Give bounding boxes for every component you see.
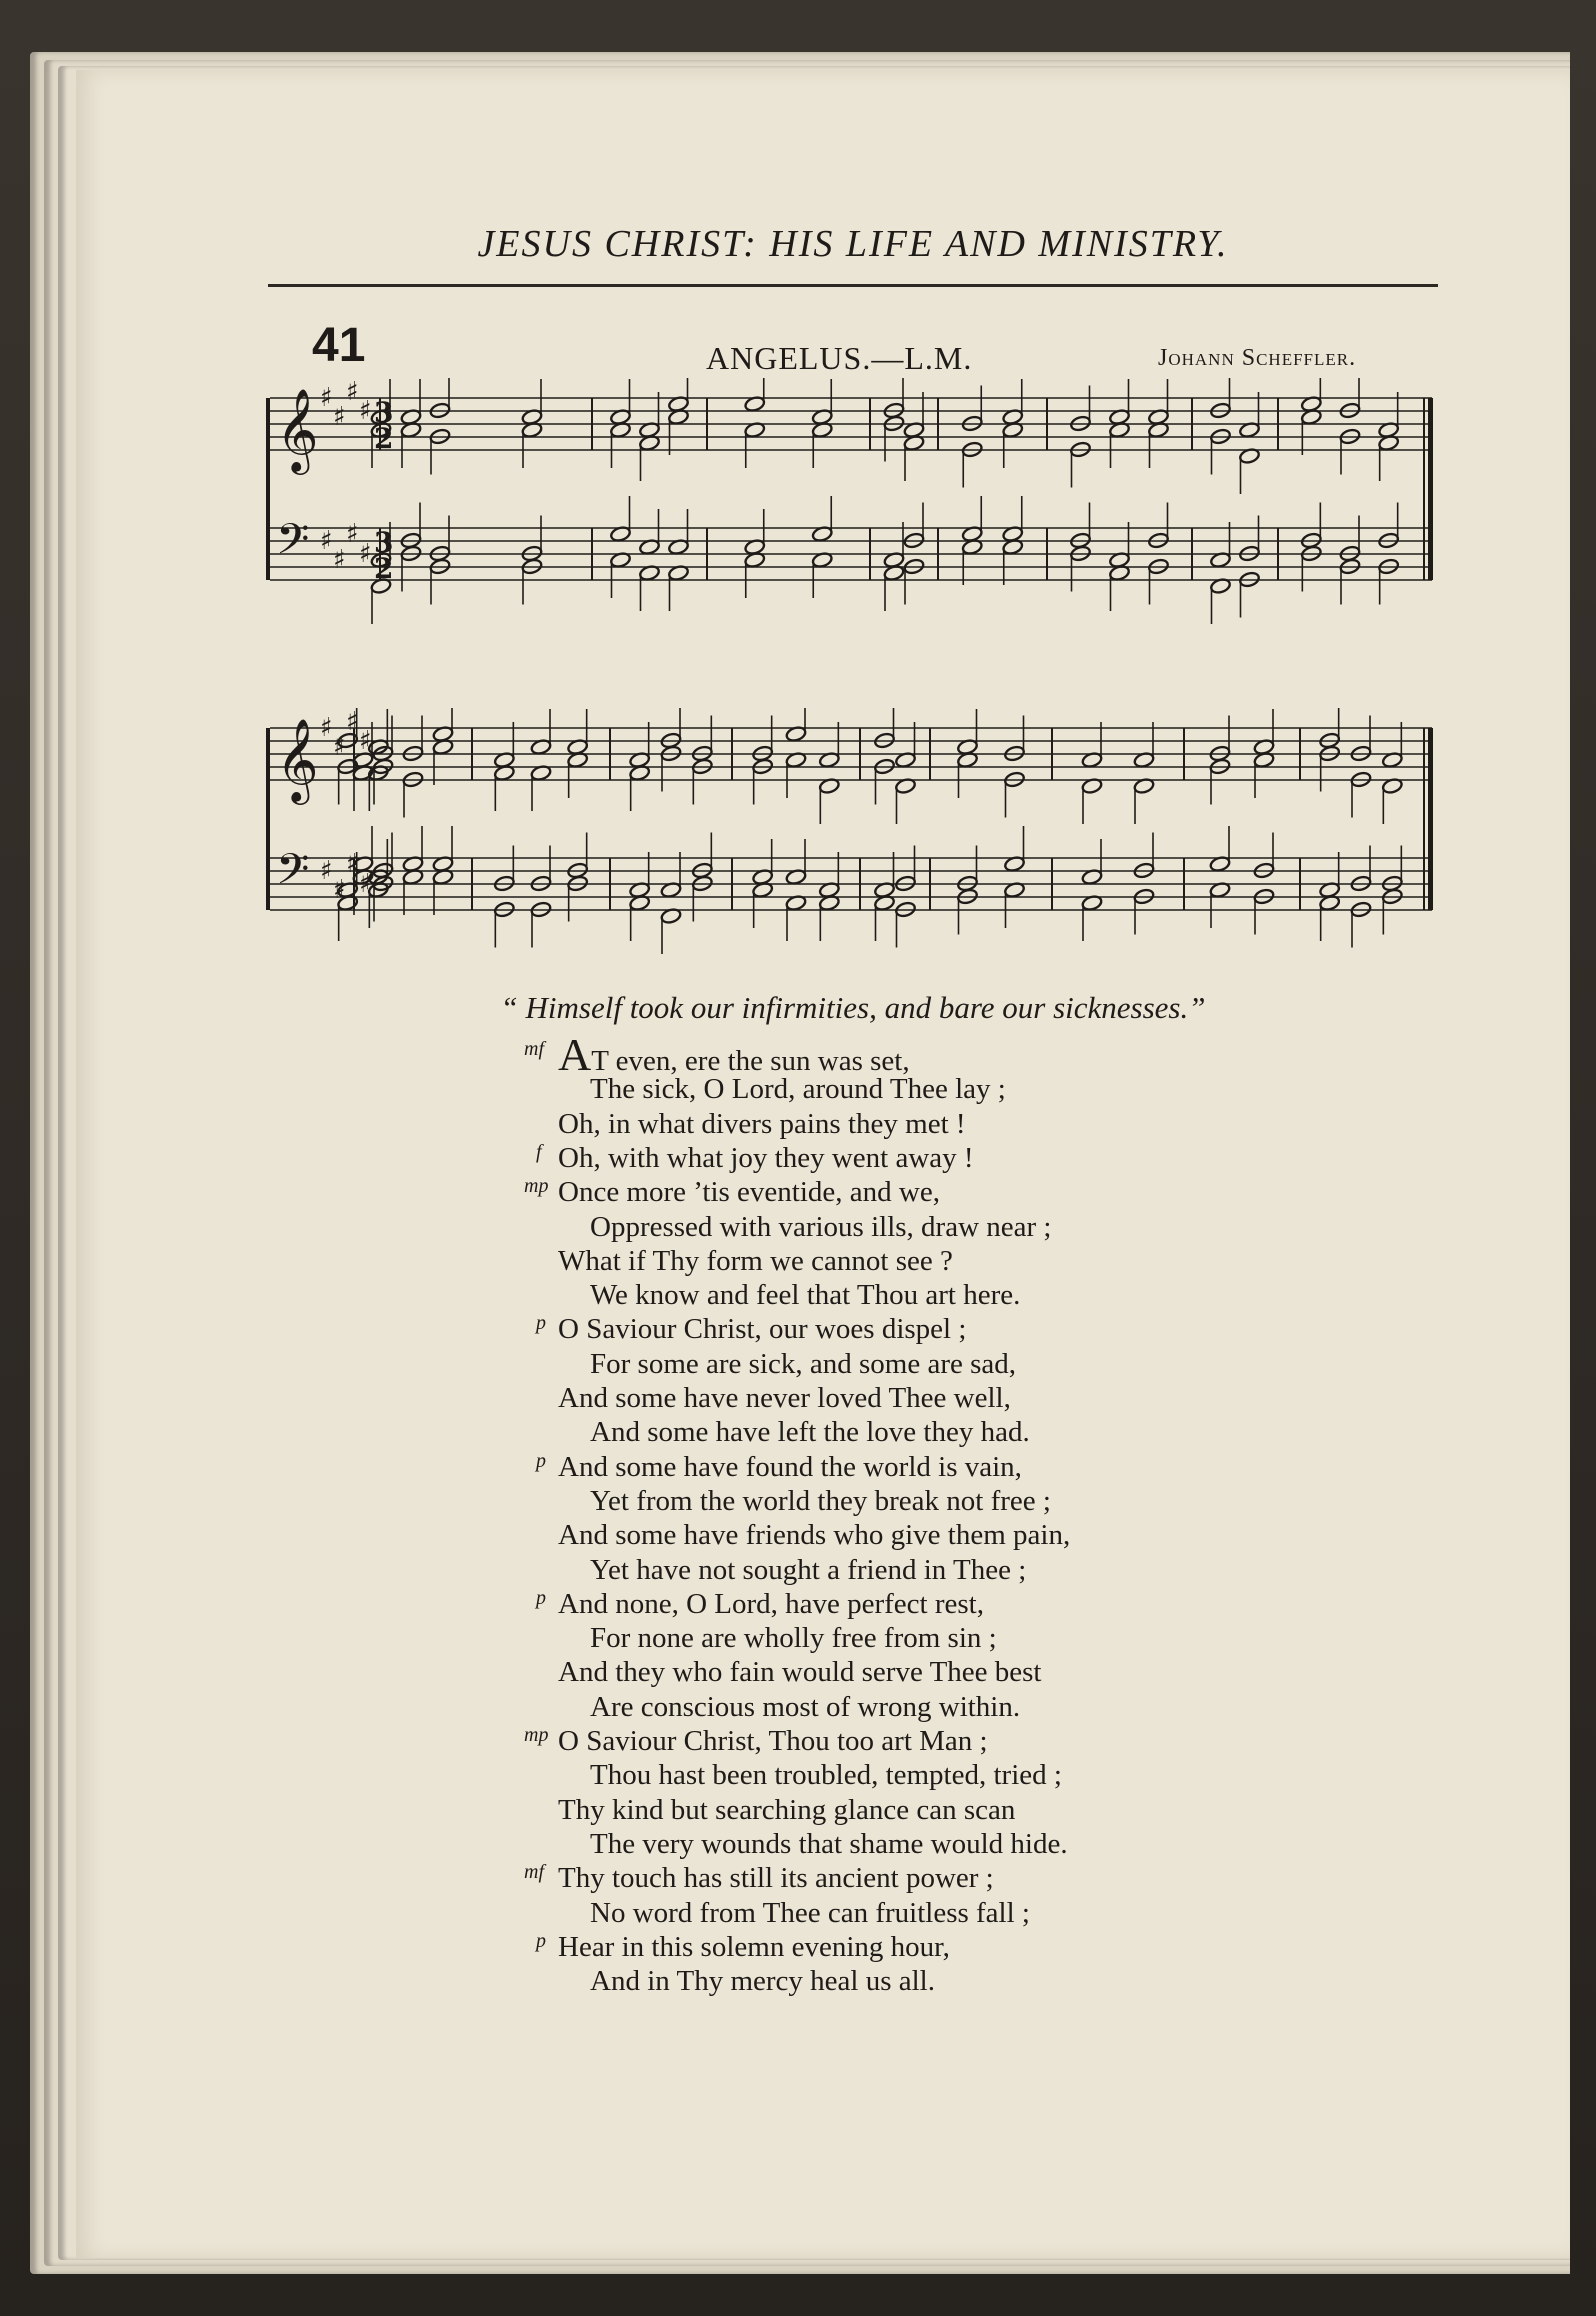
- verse-line: [536, 1586, 984, 1621]
- verse-line-text: O Saviour Christ, our woes dispel ;: [558, 1313, 967, 1346]
- verse-line: [558, 1793, 1015, 1827]
- verse-line-text: And none, O Lord, have perfect rest,: [558, 1587, 984, 1620]
- sharp-sign: ♯: [320, 856, 333, 886]
- verse-line: [536, 1449, 1022, 1484]
- verse-line: [590, 1347, 1016, 1381]
- system-brace: [266, 728, 270, 910]
- verse-line-text: Oh, in what divers pains they met !: [558, 1107, 966, 1140]
- verse-line-text: And some have left the love they had.: [590, 1416, 1030, 1449]
- dynamic-marking: mf: [524, 1861, 544, 1884]
- dynamic-marking: mp: [524, 1724, 549, 1746]
- header-rule: [268, 284, 1438, 287]
- dynamic-marking: mf: [524, 1038, 544, 1060]
- verse-line-text: For some are sick, and some are sad,: [590, 1347, 1017, 1380]
- verse-line: [590, 1278, 1020, 1312]
- music-system-1: [262, 378, 1442, 648]
- verse-line-text: Yet have not sought a friend in Thee ;: [590, 1553, 1027, 1586]
- time-signature-lower: 2: [374, 552, 394, 585]
- hymn-number: 41: [312, 319, 366, 372]
- verse-line: [590, 1072, 1006, 1106]
- verse-line: [558, 1244, 953, 1278]
- verse-line: [590, 1484, 1051, 1518]
- sharp-sign: ♯: [359, 869, 372, 899]
- verse-line-text: And in Thy mercy heal us all.: [590, 1965, 935, 1998]
- final-barline: [1428, 728, 1433, 910]
- drop-cap: A: [558, 1029, 592, 1080]
- sharp-sign: ♯: [359, 726, 372, 756]
- verse-line: [590, 1896, 1030, 1930]
- verse-line: [536, 1312, 967, 1346]
- verse-line-text: Are conscious most of wrong within.: [590, 1690, 1021, 1723]
- dynamic-marking: p: [536, 1586, 546, 1609]
- composer-name: Johann Scheffler.: [1158, 345, 1357, 371]
- time-signature-upper: 3: [374, 396, 394, 429]
- treble-clef: 𝄞: [276, 717, 319, 801]
- sharp-sign: ♯: [320, 526, 333, 556]
- verse-line-text: And some have never loved Thee well,: [558, 1382, 1011, 1414]
- verse-line-text: And some have found the world is vain,: [558, 1450, 1022, 1483]
- tune-name: ANGELUS.—L.M.: [706, 340, 973, 376]
- verse-line: [590, 1553, 1026, 1587]
- sharp-sign: ♯: [359, 539, 372, 569]
- sharp-sign: ♯: [346, 519, 359, 549]
- verse-line: [590, 1690, 1020, 1724]
- sharp-sign: ♯: [320, 713, 333, 743]
- verse-line-text: What if Thy form we cannot see ?: [558, 1244, 953, 1277]
- verse-line-text: We know and feel that Thou art here.: [590, 1279, 1021, 1312]
- system-brace: [266, 398, 270, 580]
- dynamic-marking: p: [536, 1929, 546, 1952]
- dynamic-marking: p: [536, 1312, 546, 1335]
- verse-line-text: Thy touch has still its ancient power ;: [558, 1862, 994, 1895]
- dynamic-marking: p: [536, 1449, 546, 1472]
- verse-line: [524, 1175, 940, 1209]
- time-signature-lower: 2: [374, 422, 394, 455]
- verse-line: [558, 1107, 966, 1141]
- sharp-sign: ♯: [359, 396, 372, 426]
- verse-line-text: The very wounds that shame would hide.: [590, 1827, 1068, 1860]
- verse-line: [558, 1518, 1070, 1552]
- verse-line-text: No word from Thee can fruitless fall ;: [590, 1896, 1030, 1929]
- verse-line: [536, 1140, 974, 1175]
- verse-line: [590, 1758, 1062, 1792]
- verse-line-text: T even, ere the sun was set,: [591, 1045, 910, 1077]
- verse-line: [524, 1029, 910, 1080]
- running-head: JESUS CHRIST: HIS LIFE AND MINISTRY.: [477, 223, 1229, 265]
- verse-line-text: And they who fain would serve Thee best: [558, 1656, 1042, 1689]
- verse-line: [590, 1621, 997, 1655]
- verse-line-text: Thy kind but searching glance can scan: [558, 1793, 1016, 1826]
- sharp-sign: ♯: [333, 875, 346, 905]
- sharp-sign: ♯: [346, 378, 359, 407]
- sharp-sign: ♯: [320, 383, 333, 413]
- verse-line-text: For none are wholly free from sin ;: [590, 1622, 997, 1655]
- verse-line-text: O Saviour Christ, Thou too art Man ;: [558, 1725, 988, 1757]
- verse-line-text: The sick, O Lord, around Thee lay ;: [590, 1073, 1006, 1106]
- treble-clef: 𝄞: [276, 387, 319, 471]
- verse-line: [590, 1964, 935, 1998]
- dynamic-marking: f: [536, 1140, 542, 1163]
- bass-clef: 𝄢: [276, 515, 310, 575]
- verse-line-text: Hear in this solemn evening hour,: [558, 1930, 950, 1963]
- verse-line: [590, 1827, 1068, 1861]
- epigraph: “ Himself took our infirmities, and bare our sicknesses.”: [500, 990, 1206, 1025]
- sharp-sign: ♯: [346, 849, 359, 879]
- dynamic-marking: mp: [524, 1175, 549, 1198]
- verse-line-text: Thou hast been troubled, tempted, tried ;: [590, 1759, 1062, 1792]
- verse-line: [536, 1929, 950, 1964]
- verse-line-text: Oppressed with various ills, draw near ;: [590, 1210, 1052, 1243]
- sharp-sign: ♯: [346, 708, 359, 737]
- sharp-sign: ♯: [333, 402, 346, 432]
- verse-line: [524, 1861, 994, 1895]
- verse-line-text: Yet from the world they break not free ;: [590, 1484, 1051, 1517]
- time-signature-upper: 3: [374, 526, 394, 559]
- music-system-2: [262, 708, 1442, 978]
- verse-line-text: Oh, with what joy they went away !: [558, 1141, 974, 1174]
- verse-line: [590, 1210, 1051, 1244]
- verse-line-text: And some have friends who give them pain,: [558, 1519, 1071, 1552]
- sharp-sign: ♯: [333, 732, 346, 762]
- verse-line: [558, 1381, 1011, 1415]
- verse-line: [524, 1724, 988, 1758]
- sharp-sign: ♯: [333, 545, 346, 575]
- verse-line: [590, 1415, 1030, 1449]
- verse-line-text: Once more ’tis eventide, and we,: [558, 1176, 940, 1209]
- final-barline: [1428, 398, 1433, 580]
- bass-clef: 𝄢: [276, 845, 310, 905]
- verse-line: [558, 1655, 1041, 1689]
